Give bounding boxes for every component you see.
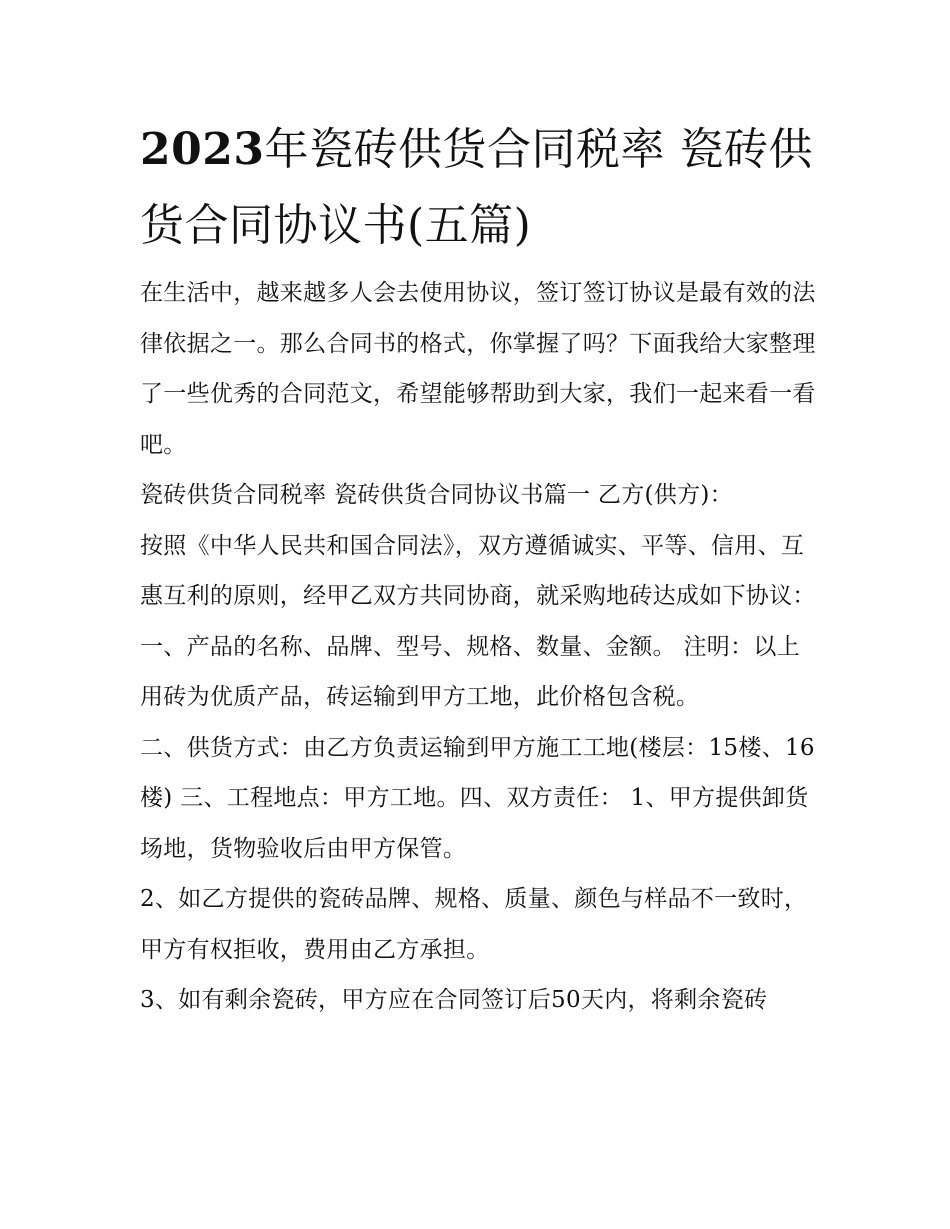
clause-1-paragraph: 一、产品的名称、品牌、型号、规格、数量、金额。 注明：以上用砖为优质产品，砖运输到甲方工地，此价格包含税。 [140, 633, 801, 710]
preamble-paragraph: 按照《中华人民共和国合同法》，双方遵循诚实、平等、信用、互惠互利的原则，经甲乙双方共同协商，就采购地砖达成如下协议： [140, 532, 816, 609]
responsibility-3-paragraph: 3、如有剩余瓷砖，甲方应在合同签订后50天内，将剩余瓷砖 [140, 987, 768, 1013]
document-title [140, 112, 820, 264]
title-text: 年瓷砖供货合同税率 瓷砖供货合同协议书(五篇) [140, 124, 813, 251]
title-year: 2023 [140, 124, 265, 175]
responsibility-2-paragraph: 2、如乙方提供的瓷砖品牌、规格、质量、颜色与样品不一致时，甲方有权拒收，费用由乙方承担。 [140, 886, 808, 963]
intro-paragraph: 在生活中，越来越多人会去使用协议，签订签订协议是最有效的法律依据之一。那么合同书的格式，你掌握了吗？下面我给大家整理了一些优秀的合同范文，希望能够帮助到大家，我们一起来看一看吧。 [140, 280, 816, 458]
document-page [140, 112, 820, 1026]
clause-2-paragraph: 二、供货方式：由乙方负责运输到甲方施工工地(楼层：15楼、16楼) 三、工程地点：甲方工地。四、双方责任： 1、甲方提供卸货场地，货物验收后由甲方保管。 [140, 734, 815, 862]
section-heading-paragraph: 瓷砖供货合同税率 瓷砖供货合同协议书篇一 乙方(供方)： [140, 482, 733, 508]
